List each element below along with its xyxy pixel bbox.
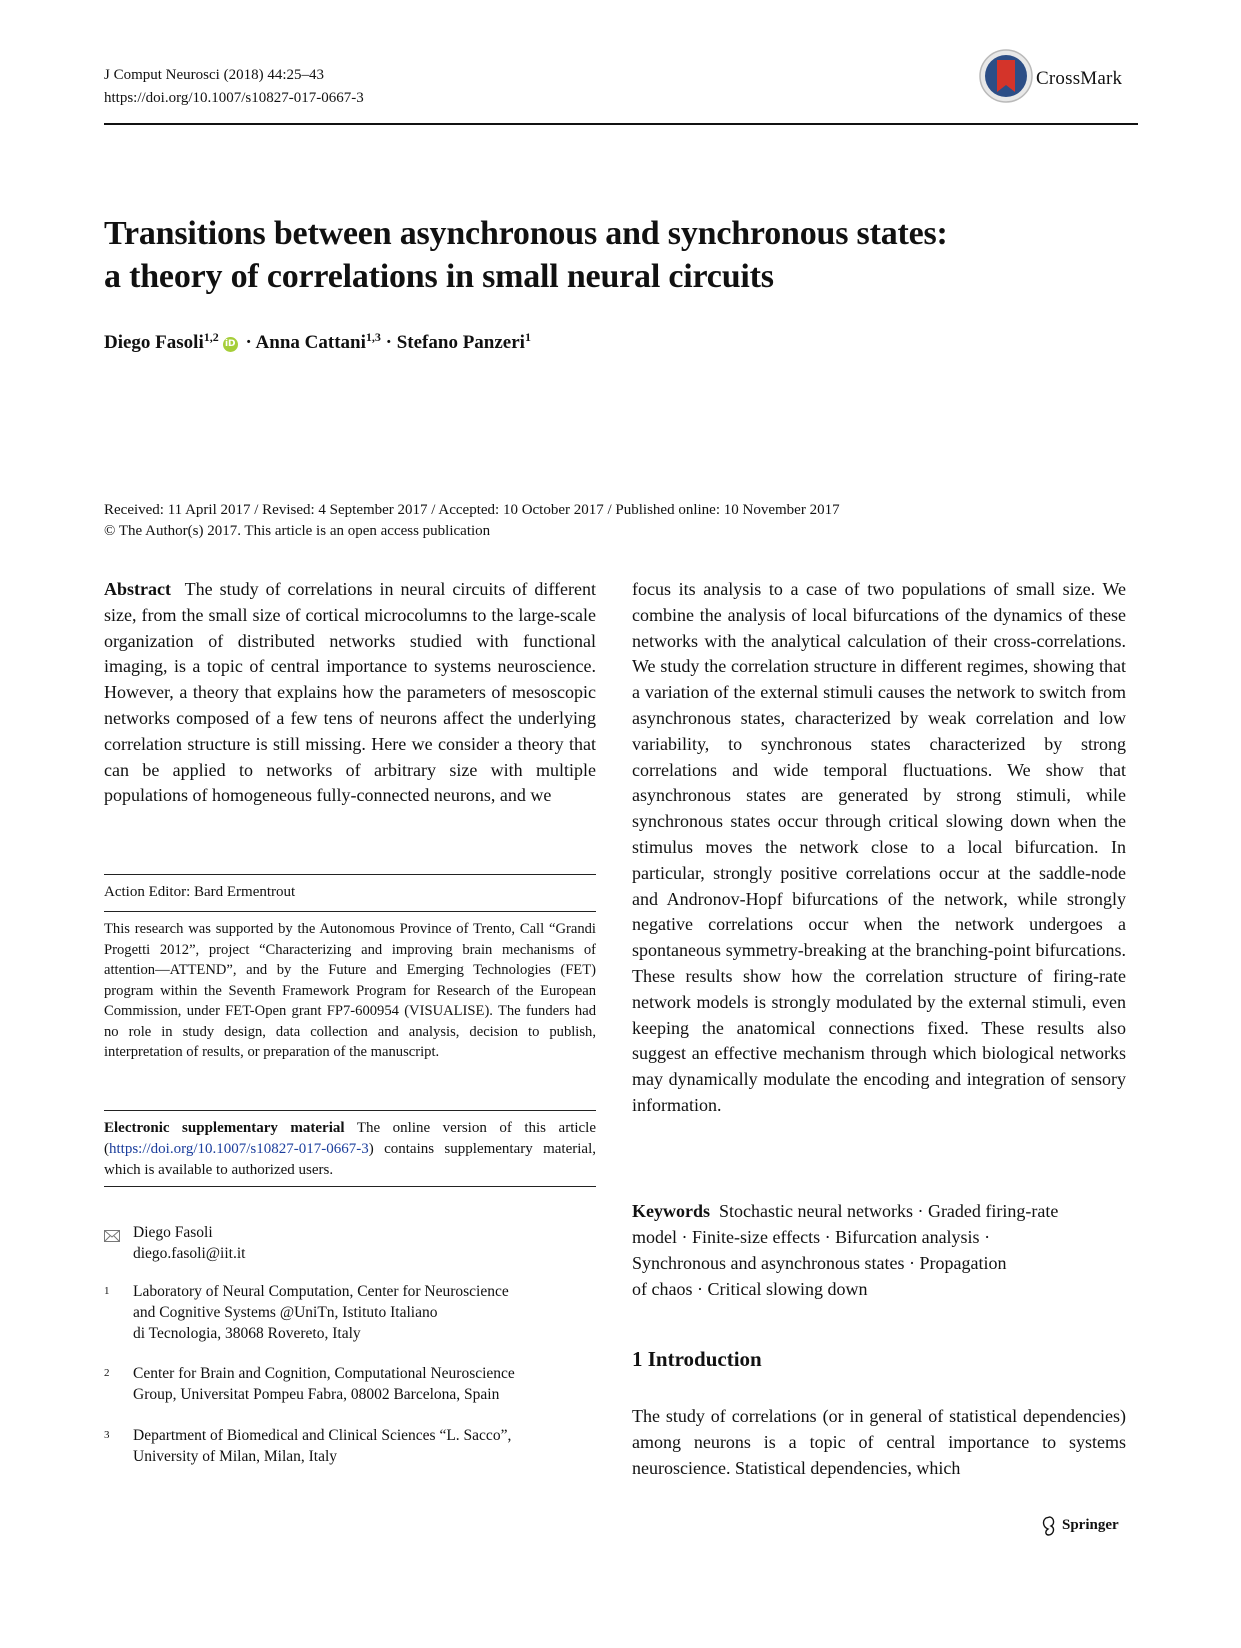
keywords-line: of chaos · Critical slowing down	[632, 1279, 868, 1299]
title-line-2: a theory of correlations in small neural circuits	[104, 258, 774, 295]
affiliation-line: di Tecnologia, 38068 Rovereto, Italy	[133, 1325, 361, 1342]
keywords-line: Stochastic neural networks · Graded firing-rate	[719, 1201, 1059, 1221]
abstract-text-part-2: focus its analysis to a case of two populations of small size. We combine the analysis of local bifurcations of the dynamics of these networks with the analytical calculation of their cross-correlations. We study the correlation structure in different regimes, showing that a variation of the external stimuli causes the network to switch from asynchronous states, characterized by weak correlation and low variability, to synchronous states characterized by strong correlations and wide temporal fluctuations. We show that asynchronous states are generated by strong stimuli, while synchronous states occur through critical slowing down when the stimulus moves the network close to a local bifurcation. In particular, strongly positive correlations occur at the saddle-node and Andronov-Hopf bifurcations of the network, while strongly negative correlations occur when the network undergoes a spontaneous symmetry-breaking at the branching-point bifurcations. These results show how the correlation structure of firing-rate network models is strongly modulated by the external stimuli, even keeping the anatomical connections fixed. These results also suggest an effective mechanism through which biological networks may dynamically modulate the encoding and integration of sensory information.	[632, 579, 1126, 1115]
action-editor: Action Editor: Bard Ermentrout	[104, 884, 296, 900]
footnote-divider	[104, 1110, 596, 1111]
funding-statement: This research was supported by the Autonomous Province of Trento, Call “Grandi Progetti 2012”, project “Characterizing and improving brain mechanisms of attention—ATTEND”, and by the Future and Emerging Technologies (FET) program within the Seventh Framework Program for Research of the European Commission, under FET-Open grant FP7-600954 (VISUALISE). The funders had no role in study design, data collection and analysis, decision to publish, interpretation of results, or preparation of the manuscript.	[104, 921, 596, 1060]
correspondence-name: Diego Fasoli	[133, 1224, 213, 1241]
footnote-divider	[104, 1186, 596, 1187]
orcid-icon[interactable]: iD	[223, 337, 238, 352]
abstract-text-part-1: The study of correlations in neural circuits of different size, from the small size of cortical microcolumns to the large-scale organization of distributed networks studied with functional imaging, is a topic of central importance to systems neuroscience. However, a theory that explains how the parameters of mesoscopic networks composed of a few tens of neurons affect the underlying correlation structure is still missing. Here we consider a theory that can be applied to networks of arbitrary size with multiple populations of homogeneous fully-connected neurons, and we	[104, 579, 596, 806]
esm-pre: The online version of this article (	[104, 1120, 597, 1157]
abstract-left	[104, 577, 596, 809]
author-affiliation-ref: 1,2	[203, 330, 219, 344]
affiliation-line: University of Milan, Milan, Italy	[133, 1448, 338, 1465]
affiliation-2	[133, 1363, 515, 1405]
affiliation-number: 1	[104, 1285, 110, 1297]
author-separator: ·	[380, 332, 397, 353]
author-list	[104, 332, 531, 354]
author-name[interactable]: Stefano Panzeri	[396, 332, 525, 353]
article-doi[interactable]: https://doi.org/10.1007/s10827-017-0667-3	[104, 90, 364, 106]
footnote-divider	[104, 874, 596, 875]
abstract-right	[632, 577, 1126, 1119]
section-heading-introduction: 1 Introduction	[632, 1347, 762, 1371]
introduction-text: The study of correlations (or in general of statistical dependencies) among neurons is a topic of central importance to systems neuroscience. Statistical dependencies, which	[632, 1406, 1126, 1478]
esm-link[interactable]: https://doi.org/10.1007/s10827-017-0667-3	[109, 1141, 369, 1157]
affiliation-1	[133, 1281, 509, 1344]
author-separator: ·	[240, 332, 256, 353]
abstract-label: Abstract	[104, 579, 171, 599]
affiliation-line: and Cognitive Systems @UniTn, Istituto Italiano	[133, 1304, 438, 1321]
keywords-line: Synchronous and asynchronous states · Propagation	[632, 1253, 1007, 1273]
keywords-line: model · Finite-size effects · Bifurcation analysis ·	[632, 1227, 991, 1247]
esm-post: ) contains supplementary material, which is available to authorized users.	[104, 1141, 596, 1178]
publication-history	[104, 500, 840, 542]
envelope-icon	[104, 1230, 120, 1242]
author-affiliation-ref: 1	[524, 330, 531, 344]
affiliation-line: Department of Biomedical and Clinical Sciences “L. Sacco”,	[133, 1427, 512, 1444]
journal-citation: J Comput Neurosci (2018) 44:25–43	[104, 67, 324, 83]
esm-label: Electronic supplementary material	[104, 1120, 345, 1136]
footnote-divider	[104, 911, 596, 912]
affiliation-line: Group, Universitat Pompeu Fabra, 08002 Barcelona, Spain	[133, 1386, 500, 1403]
article-title	[104, 212, 1138, 298]
affiliation-number: 3	[104, 1429, 110, 1441]
author-affiliation-ref: 1,3	[365, 330, 381, 344]
author-name[interactable]: Diego Fasoli	[104, 332, 204, 353]
affiliation-line: Center for Brain and Cognition, Computational Neuroscience	[133, 1365, 515, 1382]
crossmark-label: CrossMark	[1036, 68, 1123, 89]
header-divider	[104, 123, 1138, 125]
article-dates: Received: 11 April 2017 / Revised: 4 September 2017 / Accepted: 10 October 2017 / Published online: 10 November 2017	[104, 502, 840, 518]
affiliation-number: 2	[104, 1367, 110, 1379]
copyright-notice: © The Author(s) 2017. This article is an open access publication	[104, 523, 491, 539]
publisher-name: Springer	[1062, 1517, 1119, 1533]
supplementary-material-note	[104, 1118, 596, 1181]
correspondence-email[interactable]: diego.fasoli@iit.it	[133, 1245, 246, 1262]
keywords-label: Keywords	[632, 1201, 710, 1221]
title-line-1: Transitions between asynchronous and synchronous states:	[104, 215, 948, 252]
affiliation-line: Laboratory of Neural Computation, Center for Neuroscience	[133, 1283, 509, 1300]
author-name[interactable]: Anna Cattani	[255, 332, 366, 353]
keywords	[632, 1198, 1126, 1302]
affiliation-3	[133, 1425, 511, 1467]
